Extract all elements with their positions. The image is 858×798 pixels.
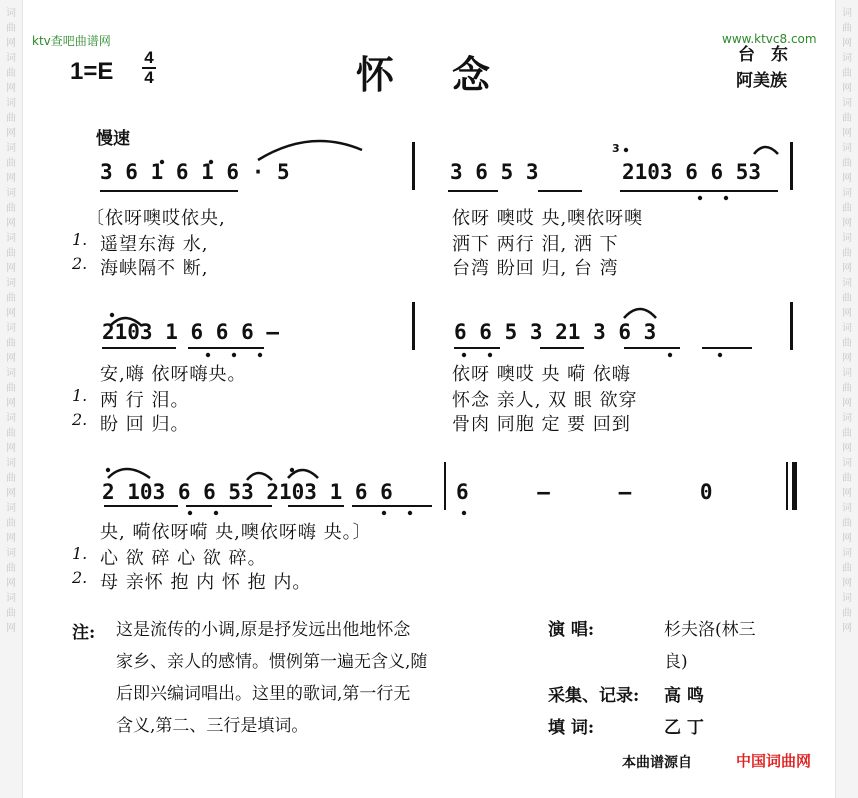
credit-singer-label: 演 唱:: [548, 620, 595, 640]
credit-recorder-label: 采集、记录:: [548, 686, 640, 706]
system2-lyric1-b: 怀念 亲人, 双 眼 欲穿: [452, 390, 638, 411]
slur-5: [108, 469, 150, 478]
verse-number-1: 1.: [72, 386, 88, 405]
system1-lyric1-b: 洒下 两行 泪, 洒 下: [452, 234, 619, 255]
system2-lyric1-a: 两 行 泪。: [100, 390, 190, 411]
right-margin-text: 词曲网词曲网词曲网词曲网词曲网词曲网词曲网词曲网词曲网词曲网词曲网词曲网词曲网词曲网: [842, 8, 852, 634]
system2-lyric0-a: 安,嗨 依呀嗨央。: [100, 364, 247, 385]
credit-recorder: 高 鸣: [664, 686, 704, 706]
credit-lyricist: 乙 丁: [664, 718, 704, 738]
barline: [412, 142, 415, 190]
watermark-right: www.ktvc8.com: [722, 32, 817, 46]
key-signature: 1=E: [70, 58, 114, 85]
system2-notes-a: 2103 1 6 6 6 –: [102, 320, 280, 344]
verse-number-1: 1.: [72, 230, 88, 249]
system2-lyric2-b: 骨肉 同胞 定 要 回到: [452, 414, 631, 435]
system1-lyric1-a: 遥望东海 水,: [100, 234, 209, 255]
final-barline-thin: [786, 462, 788, 510]
origin-line2: 阿美族: [736, 71, 787, 91]
system3-lyric0: 央, 嗬依呀嗬 央,噢依呀嗨 央。〕: [100, 522, 372, 543]
verse-number-2: 2.: [72, 410, 88, 429]
verse-number-2: 2.: [72, 568, 88, 587]
credit-singer: 杉夫洛(林三: [664, 620, 756, 640]
slur-6: [247, 473, 272, 480]
watermark-left: ktv查吧曲谱网: [32, 34, 111, 48]
note-line-3: 后即兴编词唱出。这里的歌词,第一行无: [116, 684, 411, 704]
barline: [412, 302, 415, 350]
barline: [790, 302, 793, 350]
system3-notes-b: 6 – – 0: [456, 480, 741, 504]
source-label: 本曲谱源自: [622, 755, 692, 771]
system3-notes-a: 2 103 6 6 53 2103 1 6 6: [102, 480, 393, 504]
system1-lyric0-b: 依呀 噢哎 央,噢依呀噢: [452, 208, 644, 229]
system2-lyric0-b: 依呀 噢哎 央 嗬 依嗨: [452, 364, 631, 385]
time-signature-bottom: 4: [144, 68, 154, 87]
credit-lyricist-label: 填 词:: [548, 718, 595, 738]
credit-singer-cont: 良): [664, 652, 688, 672]
system1-notes-b: 3 6 5 3: [450, 160, 539, 184]
slur-4: [624, 309, 656, 318]
time-signature-top: 4: [144, 48, 154, 67]
tempo-marking: 慢速: [96, 129, 130, 149]
note-line-2: 家乡、亲人的感情。惯例第一遍无含义,随: [116, 652, 428, 672]
system1-lyric2-a: 海峡隔不 断,: [100, 258, 209, 279]
note-line-4: 含义,第二、三行是填词。: [116, 716, 309, 736]
slur-2: [754, 147, 778, 154]
system1-notes-a: 3 6 1 6 1 6 · 5: [100, 160, 290, 184]
note-body: [116, 614, 427, 742]
barline: [790, 142, 793, 190]
final-barline-thick: [792, 462, 797, 510]
system2-lyric2-a: 盼 回 归。: [100, 414, 190, 435]
barline: [444, 462, 446, 510]
slur-1: [258, 141, 362, 160]
system3-lyric1: 心 欲 碎 心 欲 碎。: [100, 548, 267, 569]
note-label: 注:: [72, 623, 96, 643]
source-site-link[interactable]: 中国词曲网: [736, 752, 812, 770]
origin-line1: 台东: [738, 45, 804, 65]
verse-number-1: 1.: [72, 544, 88, 563]
system1-notes-c: 2103 6 6 53: [622, 160, 762, 184]
system2-notes-b: 6 6 5 3 21 3 6 3: [454, 320, 657, 344]
system1-lyric0-a: 〔依呀噢哎依央,: [86, 208, 226, 229]
note-line-1: 这是流传的小调,原是抒发远出他地怀念: [116, 620, 411, 640]
system3-lyric2: 母 亲怀 抱 内 怀 抱 内。: [100, 572, 312, 593]
song-title: 怀念: [356, 52, 549, 97]
left-margin-text: 词曲网词曲网词曲网词曲网词曲网词曲网词曲网词曲网词曲网词曲网词曲网词曲网词曲网词曲网: [6, 8, 16, 634]
system1-grace-note: 3: [612, 142, 620, 155]
system1-lyric2-b: 台湾 盼回 归, 台 湾: [452, 258, 619, 279]
verse-number-2: 2.: [72, 254, 88, 273]
